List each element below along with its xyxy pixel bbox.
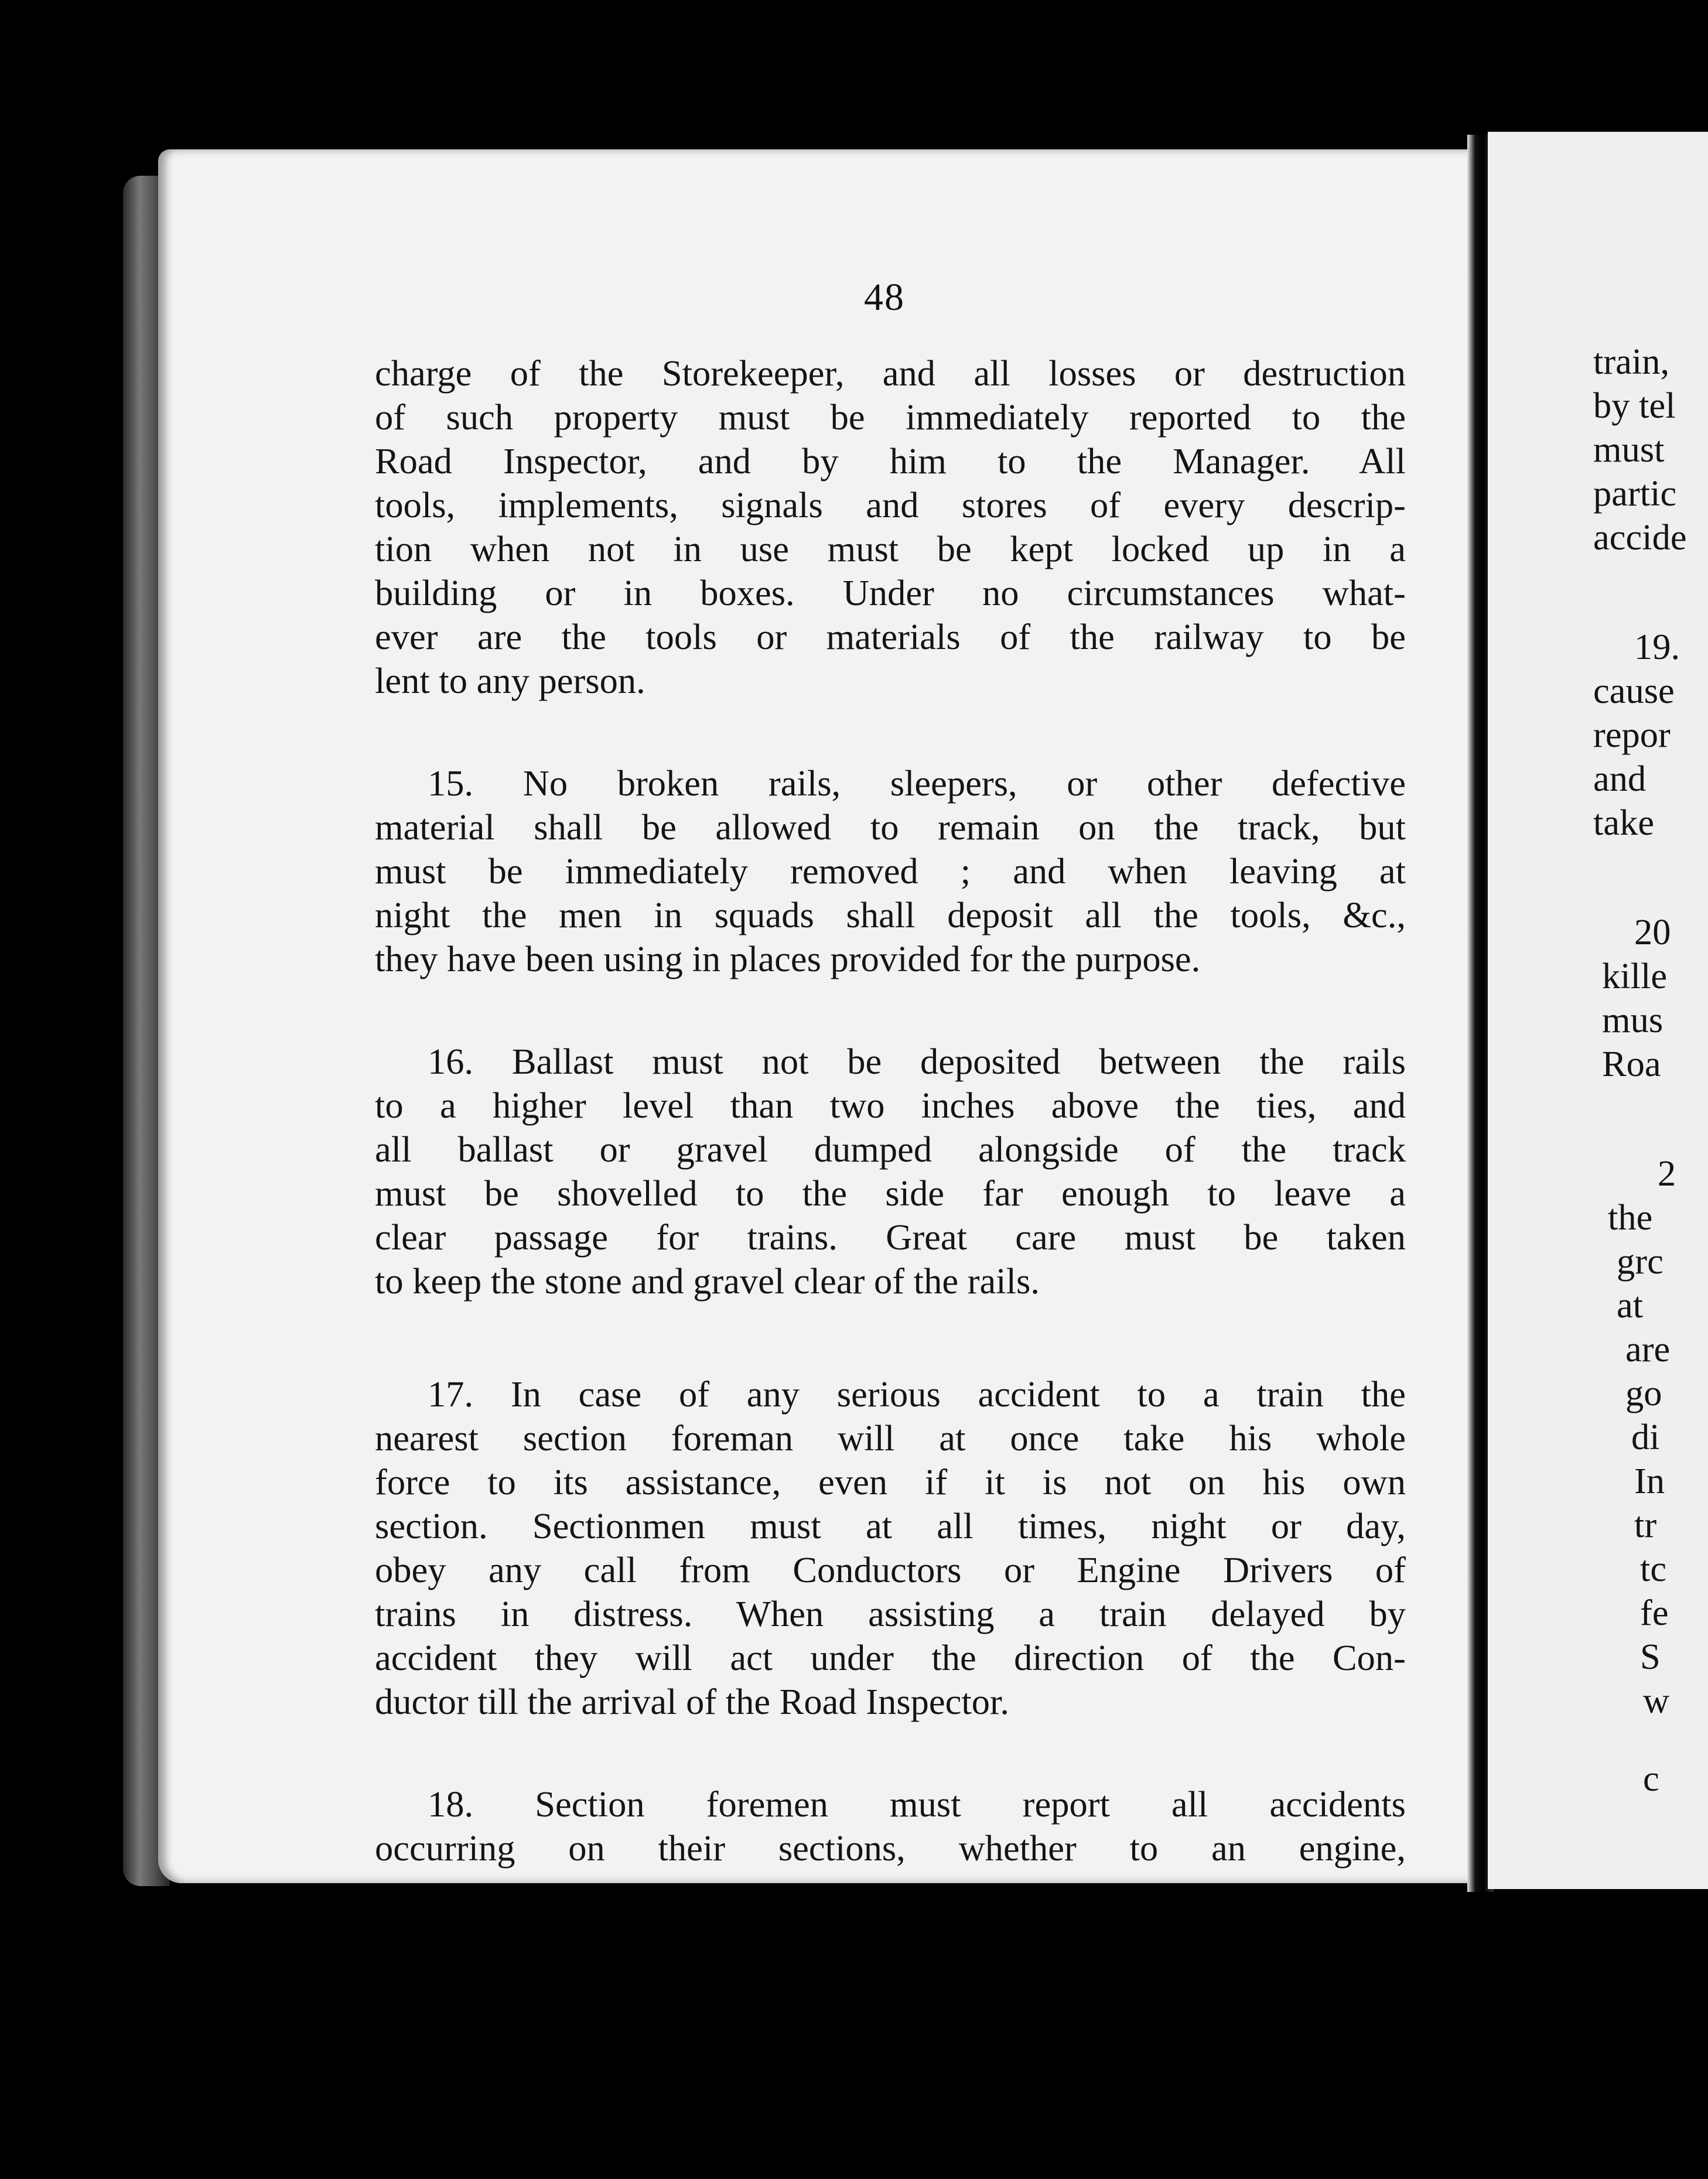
fragment: tr [1634, 1504, 1657, 1545]
fragment: grc [1617, 1241, 1663, 1282]
fragment: must [1593, 429, 1665, 470]
text-line: Road Inspector, and by him to the Manager. All [375, 440, 1406, 481]
paragraph-15 [375, 761, 1406, 981]
paragraph-storekeeper [375, 351, 1406, 703]
fragment: Roa [1602, 1043, 1661, 1084]
paragraph-16 [375, 1040, 1406, 1303]
fragment: take [1593, 802, 1655, 843]
text-line: of such property must be immediately reported to the [375, 397, 1406, 438]
fragment: are [1625, 1328, 1671, 1369]
text-line: tion when not in use must be kept locked up in a [375, 528, 1406, 569]
text-line: occurring on their sections, whether to an engine, [375, 1828, 1406, 1869]
fragment: partic [1593, 473, 1677, 514]
fragment: In [1634, 1460, 1665, 1501]
text-line: they have been using in places provided for the purpose. [375, 938, 1201, 979]
text-line: nearest section foreman will at once take his whole [375, 1418, 1406, 1459]
fragment: tc [1640, 1548, 1667, 1589]
fragment: the [1608, 1197, 1653, 1238]
text-line: obey any call from Conductors or Engine Drivers of [375, 1549, 1406, 1590]
page-body-text [375, 351, 1406, 1870]
text-line: ductor till the arrival of the Road Inspector. [375, 1681, 1010, 1722]
text-line: force to its assistance, even if it is not on his own [375, 1461, 1406, 1502]
text-line: all ballast or gravel dumped alongside of the track [375, 1129, 1406, 1170]
fragment: accide [1593, 517, 1687, 558]
text-line: clear passage for trains. Great care must be taken [375, 1217, 1406, 1258]
text-line: charge of the Storekeeper, and all losses or destruction [375, 353, 1406, 394]
text-line: to a higher level than two inches above the ties, and [375, 1085, 1406, 1126]
text-line: 18. Section foremen must report all accidents [428, 1784, 1406, 1825]
text-line: building or in boxes. Under no circumstances what- [375, 572, 1406, 613]
fragment: w [1643, 1680, 1670, 1721]
text-line: lent to any person. [375, 660, 645, 701]
text-line: 16. Ballast must not be deposited between the rails [428, 1041, 1406, 1082]
fragment: fe [1640, 1592, 1669, 1633]
fragment: at [1617, 1285, 1644, 1326]
fragment: 20 [1634, 911, 1671, 952]
text-line: tools, implements, signals and stores of every descrip- [375, 484, 1406, 525]
fragment: 19. [1634, 626, 1680, 667]
text-line: must be immediately removed ; and when leaving at [375, 851, 1406, 892]
fragment: kille [1602, 955, 1668, 996]
fragment: di [1631, 1416, 1660, 1457]
facing-page-fragments [1593, 340, 1708, 1801]
fragment: go [1625, 1372, 1662, 1413]
fragment: train, [1593, 341, 1670, 382]
fragment: mus [1602, 999, 1663, 1040]
fragment: and [1593, 758, 1646, 799]
text-line: accident they will act under the direction of the Con- [375, 1637, 1406, 1678]
paragraph-18 [375, 1782, 1406, 1870]
paragraph-17 [375, 1372, 1406, 1724]
fragment: c [1643, 1758, 1659, 1799]
text-line: material shall be allowed to remain on the track, but [375, 807, 1406, 848]
fragment: S [1640, 1636, 1661, 1677]
fragment: repor [1593, 714, 1671, 755]
text-line: 15. No broken rails, sleepers, or other defective [428, 763, 1406, 804]
text-line: to keep the stone and gravel clear of the rails. [375, 1261, 1040, 1302]
text-line: section. Sectionmen must at all times, night or day, [375, 1505, 1406, 1546]
fragment: 2 [1658, 1153, 1676, 1194]
text-line: must be shovelled to the side far enough to leave a [375, 1173, 1406, 1214]
text-line: trains in distress. When assisting a train delayed by [375, 1593, 1406, 1634]
page-number: 48 [864, 276, 905, 319]
text-line: 17. In case of any serious accident to a train the [428, 1374, 1406, 1415]
text-line: night the men in squads shall deposit all the tools, &c., [375, 894, 1406, 935]
fragment: by tel [1593, 385, 1676, 426]
fragment: cause [1593, 670, 1675, 711]
text-line: ever are the tools or materials of the railway to be [375, 616, 1406, 657]
